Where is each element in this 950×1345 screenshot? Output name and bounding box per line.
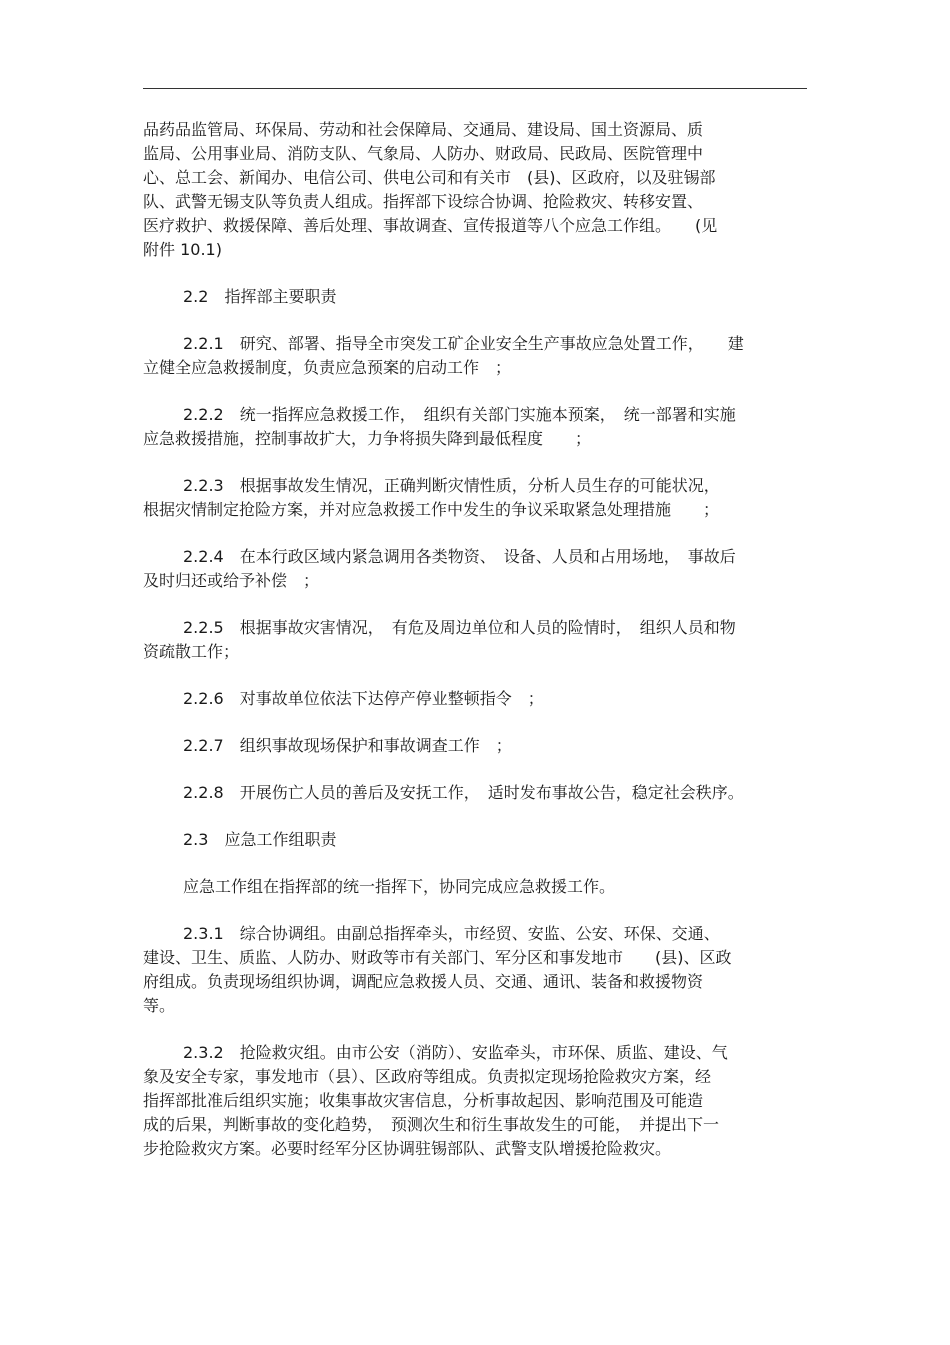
text-line: 指挥部批准后组织实施；收集事故灾害信息，分析事故起因、影响范围及可能造 xyxy=(143,1091,704,1110)
text-line: 2.2.3 根据事故发生情况，正确判断灾情性质，分析人员生存的可能状况， xyxy=(183,476,720,495)
paragraph-intro xyxy=(143,118,807,262)
text-line: 监局、公用事业局、消防支队、气象局、人防办、财政局、民政局、医院管理中 xyxy=(143,144,704,163)
paragraph-2-2-2 xyxy=(143,403,807,451)
text-line: 2.2.5 根据事故灾害情况， 有危及周边单位和人员的险情时， 组织人员和物 xyxy=(183,618,736,637)
section-heading-2-3: 2.3 应急工作组职责 xyxy=(183,830,337,849)
text-line: 及时归还或给予补偿 ； xyxy=(143,571,320,590)
text-line: 2.3.2 抢险救灾组。由市公安（消防）、安监牵头，市环保、质监、建设、气 xyxy=(183,1043,728,1062)
text-line: 2.2.2 统一指挥应急救援工作， 组织有关部门实施本预案， 统一部署和实施 xyxy=(183,405,736,424)
paragraph-2-3-2 xyxy=(143,1041,807,1161)
text-line: 附件 10.1) xyxy=(143,240,222,259)
text-line: 2.3.1 综合协调组。由副总指挥牵头，市经贸、安监、公安、环保、交通、 xyxy=(183,924,720,943)
paragraph-2-2-7: 2.2.7 组织事故现场保护和事故调查工作 ； xyxy=(183,736,512,755)
text-line: 队、武警无锡支队等负责人组成。指挥部下设综合协调、抢险救灾、转移安置、 xyxy=(143,192,704,211)
text-line: 2.2.1 研究、部署、指导全市突发工矿企业安全生产事故应急处置工作， 建 xyxy=(183,334,744,353)
paragraph-2-2-4 xyxy=(143,545,807,593)
text-line: 等。 xyxy=(143,996,176,1015)
paragraph-2-2-3 xyxy=(143,474,807,522)
text-line: 应急救援措施，控制事故扩大，力争将损失降到最低程度 ； xyxy=(143,429,592,448)
text-line: 资疏散工作； xyxy=(143,642,240,661)
paragraph-2-2-5 xyxy=(143,616,807,664)
text-line: 成的后果，判断事故的变化趋势， 预测次生和衍生事故发生的可能， 并提出下一 xyxy=(143,1115,720,1134)
text-line: 品药品监管局、环保局、劳动和社会保障局、交通局、建设局、国土资源局、质 xyxy=(143,120,704,139)
paragraph-2-3-intro: 应急工作组在指挥部的统一指挥下，协同完成应急救援工作。 xyxy=(183,877,616,896)
paragraph-2-2-6: 2.2.6 对事故单位依法下达停产停业整顿指令 ； xyxy=(183,689,544,708)
text-line: 2.2.4 在本行政区域内紧急调用各类物资、 设备、人员和占用场地， 事故后 xyxy=(183,547,736,566)
text-line: 根据灾情制定抢险方案，并对应急救援工作中发生的争议采取紧急处理措施 ； xyxy=(143,500,720,519)
text-line: 心、总工会、新闻办、电信公司、供电公司和有关市 (县)、区政府，以及驻锡部 xyxy=(143,168,716,187)
text-line: 象及安全专家，事发地市（县）、区政府等组成。负责拟定现场抢险救灾方案，经 xyxy=(143,1067,712,1086)
text-line: 步抢险救灾方案。必要时经军分区协调驻锡部队、武警支队增援抢险救灾。 xyxy=(143,1139,672,1158)
document-body xyxy=(143,118,807,1184)
text-line: 府组成。负责现场组织协调，调配应急救援人员、交通、通讯、装备和救援物资 xyxy=(143,972,704,991)
text-line: 建设、卫生、质监、人防办、财政等市有关部门、军分区和事发地市 (县)、区政 xyxy=(143,948,732,967)
section-heading-2-2: 2.2 指挥部主要职责 xyxy=(183,287,337,306)
text-line: 立健全应急救援制度，负责应急预案的启动工作 ； xyxy=(143,358,512,377)
header-rule xyxy=(143,88,807,89)
text-line: 医疗救护、救援保障、善后处理、事故调查、宣传报道等八个应急工作组。 (见 xyxy=(143,216,718,235)
paragraph-2-3-1 xyxy=(143,922,807,1018)
paragraph-2-2-1 xyxy=(143,332,807,380)
paragraph-2-2-8: 2.2.8 开展伤亡人员的善后及安抚工作， 适时发布事故公告，稳定社会秩序。 xyxy=(183,783,744,802)
